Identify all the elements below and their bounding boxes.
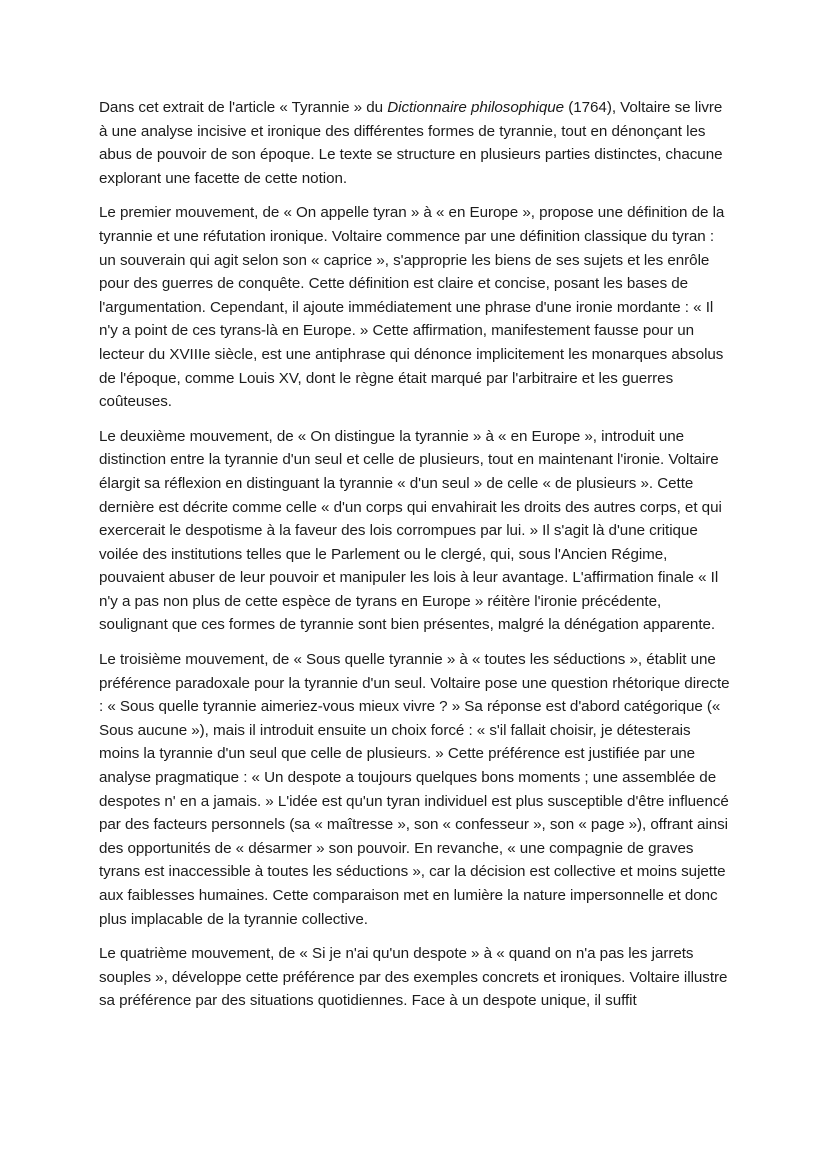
paragraph-first-movement: Le premier mouvement, de « On appelle tyran » à « en Europe », propose une définition de la tyrannie et une réfutation ironique. Voltaire commence par une définition classique du tyran : un souverain qui agit selon son « caprice », s'approprie les biens de ses sujets et les enrôle pour des guerres de conquête. Cette définition est claire et concise, posant les bases de l'argumentation. Cependant, il ajoute immédiatement une phrase d'une ironie mordante : « Il n'y a point de ces tyrans-là en Europe. » Cette affirmation, manifestement fausse pour un lecteur du XVIIIe siècle, est une antiphrase qui dénonce implicitement les monarques absolus de l'époque, comme Louis XV, dont le règne était marqué par l'arbitraire et les guerres coûteuses.	[99, 204, 725, 411]
document-page	[99, 96, 733, 1024]
paragraph-introduction	[99, 96, 733, 190]
paragraph-fourth-movement: Le quatrième mouvement, de « Si je n'ai qu'un despote » à « quand on n'a pas les jarrets souples », développe cette préférence par des exemples concrets et ironiques. Voltaire illustre sa préférence par des situations quotidiennes. Face à un despote unique, il suffit	[99, 945, 728, 1010]
paragraph-second-movement: Le deuxième mouvement, de « On distingue la tyrannie » à « en Europe », introduit une distinction entre la tyrannie d'un seul et celle de plusieurs, tout en maintenant l'ironie. Voltaire élargit sa réflexion en distinguant la tyrannie « d'un seul » de celle « de plusieurs ». Cette dernière est décrite comme celle « d'un corps qui envahirait les droits des autres corps, et qui exercerait le despotisme à la faveur des lois corrompues par lui. » Il s'agit là d'une critique voilée des institutions telles que le Parlement ou le clergé, qui, sous l'Ancien Régime, pouvaient abuser de leur pouvoir et manipuler les lois à leur avantage. L'affirmation finale « Il n'y a pas non plus de cette espèce de tyrans en Europe » réitère l'ironie précédente, soulignant que ces formes de tyrannie sont bien présentes, malgré la dénégation apparente.	[99, 427, 722, 634]
intro-text-before: Dans cet extrait de l'article « Tyrannie » du	[99, 99, 388, 116]
intro-text-after: (1764), Voltaire se livre à une analyse incisive et ironique des différentes formes de tyrannie, tout en dénonçant les abus de pouvoir de son époque. Le texte se structure en plusieurs parties distinctes, chacune explorant une facette de cette notion.	[99, 99, 723, 187]
book-title: Dictionnaire philosophique	[387, 99, 565, 116]
paragraph-third-movement: Le troisième mouvement, de « Sous quelle tyrannie » à « toutes les séductions », établit une préférence paradoxale pour la tyrannie d'un seul. Voltaire pose une question rhétorique directe : « Sous quelle tyrannie aimeriez-vous mieux vivre ? » Sa réponse est d'abord catégorique (« Sous aucune »), mais il introduit ensuite un choix forcé : « s'il fallait choisir, je détesterais moins la tyrannie d'un seul que celle de plusieurs. » Cette préférence est justifiée par une analyse pragmatique : « Un despote a toujours quelques bons moments ; une assemblée de despotes n' en a jamais. » L'idée est qu'un tyran individuel est plus susceptible d'être influencé par des facteurs personnels (sa « maîtresse », son « confesseur », son « page »), offrant ainsi des opportunités de « désarmer » son pouvoir. En revanche, « une compagnie de graves tyrans est inaccessible à toutes les séductions », car la décision est collective et moins sujette aux faiblesses humaines. Cette comparaison met en lumière la nature impersonnelle et donc plus implacable de la tyrannie collective.	[99, 651, 730, 928]
